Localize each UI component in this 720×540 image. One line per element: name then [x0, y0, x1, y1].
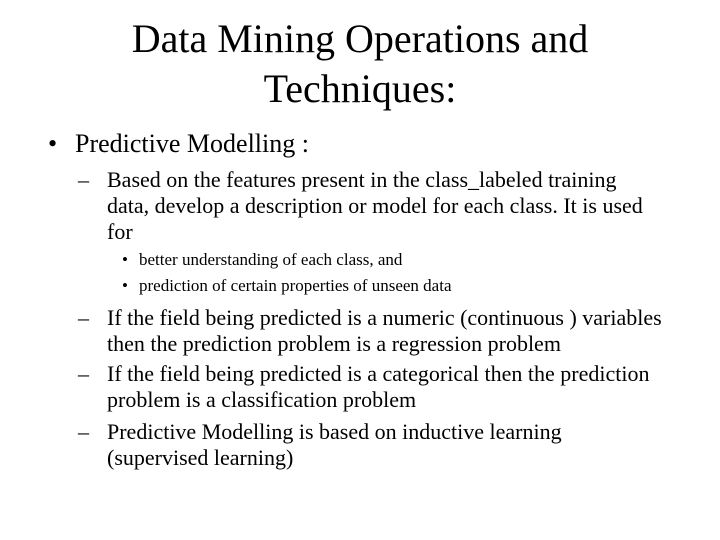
bullet-marker: •	[122, 250, 128, 269]
sub-bullet-text	[107, 167, 643, 245]
title-line-1: Data Mining Operations and	[131, 16, 589, 61]
sub-sub-bullet-text: better understanding of each class, and	[139, 250, 403, 269]
sub-sub-bullet-text: prediction of certain properties of unseen data	[139, 276, 452, 295]
text-line: If the field being predicted is a numeric (continuous ) variables	[107, 305, 662, 330]
text-line: problem is a classification problem	[107, 387, 417, 412]
dash-marker: –	[78, 167, 89, 192]
text-line: (supervised learning)	[107, 445, 294, 470]
text-line: data, develop a description or model for each class. It is used	[107, 193, 643, 218]
dash-marker: –	[78, 419, 89, 444]
dash-marker: –	[78, 305, 89, 330]
sub-bullet-text	[107, 305, 662, 357]
text-line: If the field being predicted is a categorical then the prediction	[107, 361, 650, 386]
dash-marker: –	[78, 361, 89, 386]
slide-title	[60, 14, 660, 114]
sub-bullet-text	[107, 419, 562, 471]
bullet-marker: •	[122, 276, 128, 295]
title-line-2: Techniques:	[263, 66, 457, 111]
text-line: Predictive Modelling is based on inductive learning	[107, 419, 562, 444]
text-line: Based on the features present in the class_labeled training	[107, 167, 617, 192]
bullet-text: Predictive Modelling :	[75, 129, 309, 158]
text-line: then the prediction problem is a regression problem	[107, 331, 561, 356]
sub-bullet-text	[107, 361, 649, 413]
text-line: for	[107, 219, 133, 244]
bullet-marker: •	[48, 129, 58, 158]
